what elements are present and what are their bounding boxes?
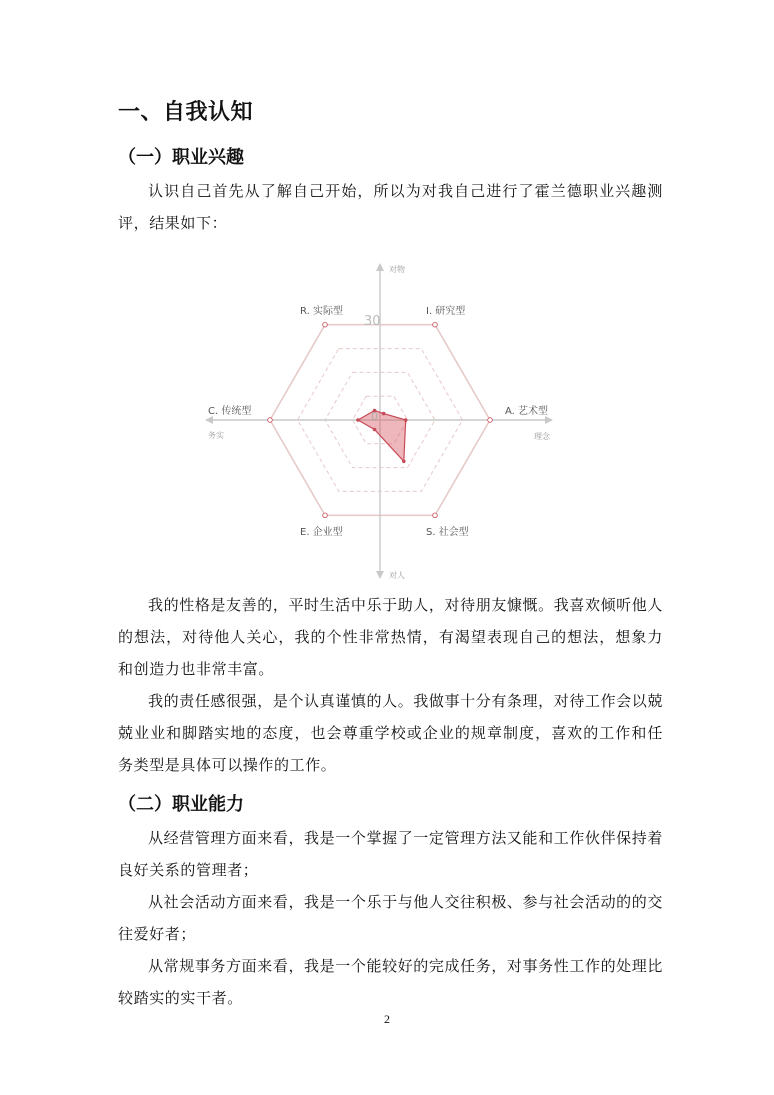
down-arrow-icon [376, 571, 384, 579]
subsection-title-ability: （二）职业能力 [118, 794, 244, 815]
radar-value-point-3 [404, 418, 408, 422]
axis-label-left: 务实 [208, 431, 224, 440]
radar-value-point-5 [373, 428, 377, 432]
radar-value-point-4 [402, 460, 406, 464]
radar-vertex-marker-4 [433, 513, 438, 518]
radar-vertex-marker-1 [323, 322, 328, 327]
left-arrow-icon [205, 416, 213, 424]
interest-intro-paragraph: 认识自己首先从了解自己开始，所以为对我自己进行了霍兰德职业兴趣测评，结果如下： [118, 182, 663, 232]
axis-label-bottom: 对人 [389, 571, 405, 580]
up-arrow-icon [376, 263, 384, 271]
radar-vertex-marker-5 [323, 513, 328, 518]
radar-category-label-6: C. 传统型 [208, 406, 252, 417]
radar-category-label-5: E. 企业型 [300, 527, 343, 538]
radar-vertex-marker-2 [433, 322, 438, 327]
routine-work-paragraph: 从常规事务方面来看，我是一个能较好的完成任务，对事务性工作的处理比较踏实的实干者。 [118, 957, 663, 1007]
radar-data-area [358, 411, 406, 462]
right-arrow-icon [545, 416, 553, 424]
axis-label-right: 理念 [534, 432, 550, 441]
management-paragraph: 从经营管理方面来看，我是一个掌握了一定管理方法又能和工作伙伴保持着良好关系的管理者； [118, 829, 663, 879]
scale-max-label: 30 [364, 314, 381, 329]
radar-value-point-6 [356, 418, 360, 422]
page-number: 2 [384, 1012, 390, 1026]
radar-value-point-2 [382, 412, 386, 416]
radar-category-label-4: S. 社会型 [426, 527, 469, 538]
section-title: 一、自我认知 [118, 100, 254, 125]
axis-label-top: 对物 [389, 265, 405, 274]
radar-category-label-3: A. 艺术型 [505, 406, 549, 417]
radar-vertex-marker-3 [488, 418, 493, 423]
holland-radar-chart [190, 256, 580, 586]
scale-zero-label: 0 [371, 410, 378, 423]
personality-paragraph: 我的性格是友善的，平时生活中乐于助人，对待朋友慷慨。我喜欢倾听他人的想法，对待他人关心，我的个性非常热情，有渴望表现自己的想法，想象力和创造力也非常丰富。 [118, 596, 663, 678]
radar-category-label-1: R. 实际型 [300, 306, 343, 317]
responsibility-paragraph: 我的责任感很强，是个认真谨慎的人。我做事十分有条理，对待工作会以兢兢业业和脚踏实地的态度，也会尊重学校或企业的规章制度，喜欢的工作和任务类型是具体可以操作的工作。 [118, 692, 663, 774]
radar-vertex-marker-6 [268, 418, 273, 423]
subsection-title-interest: （一）职业兴趣 [118, 147, 244, 168]
radar-category-label-2: I. 研究型 [426, 306, 466, 317]
social-activity-paragraph: 从社会活动方面来看，我是一个乐于与他人交往积极、参与社会活动的的交往爱好者； [118, 893, 663, 943]
